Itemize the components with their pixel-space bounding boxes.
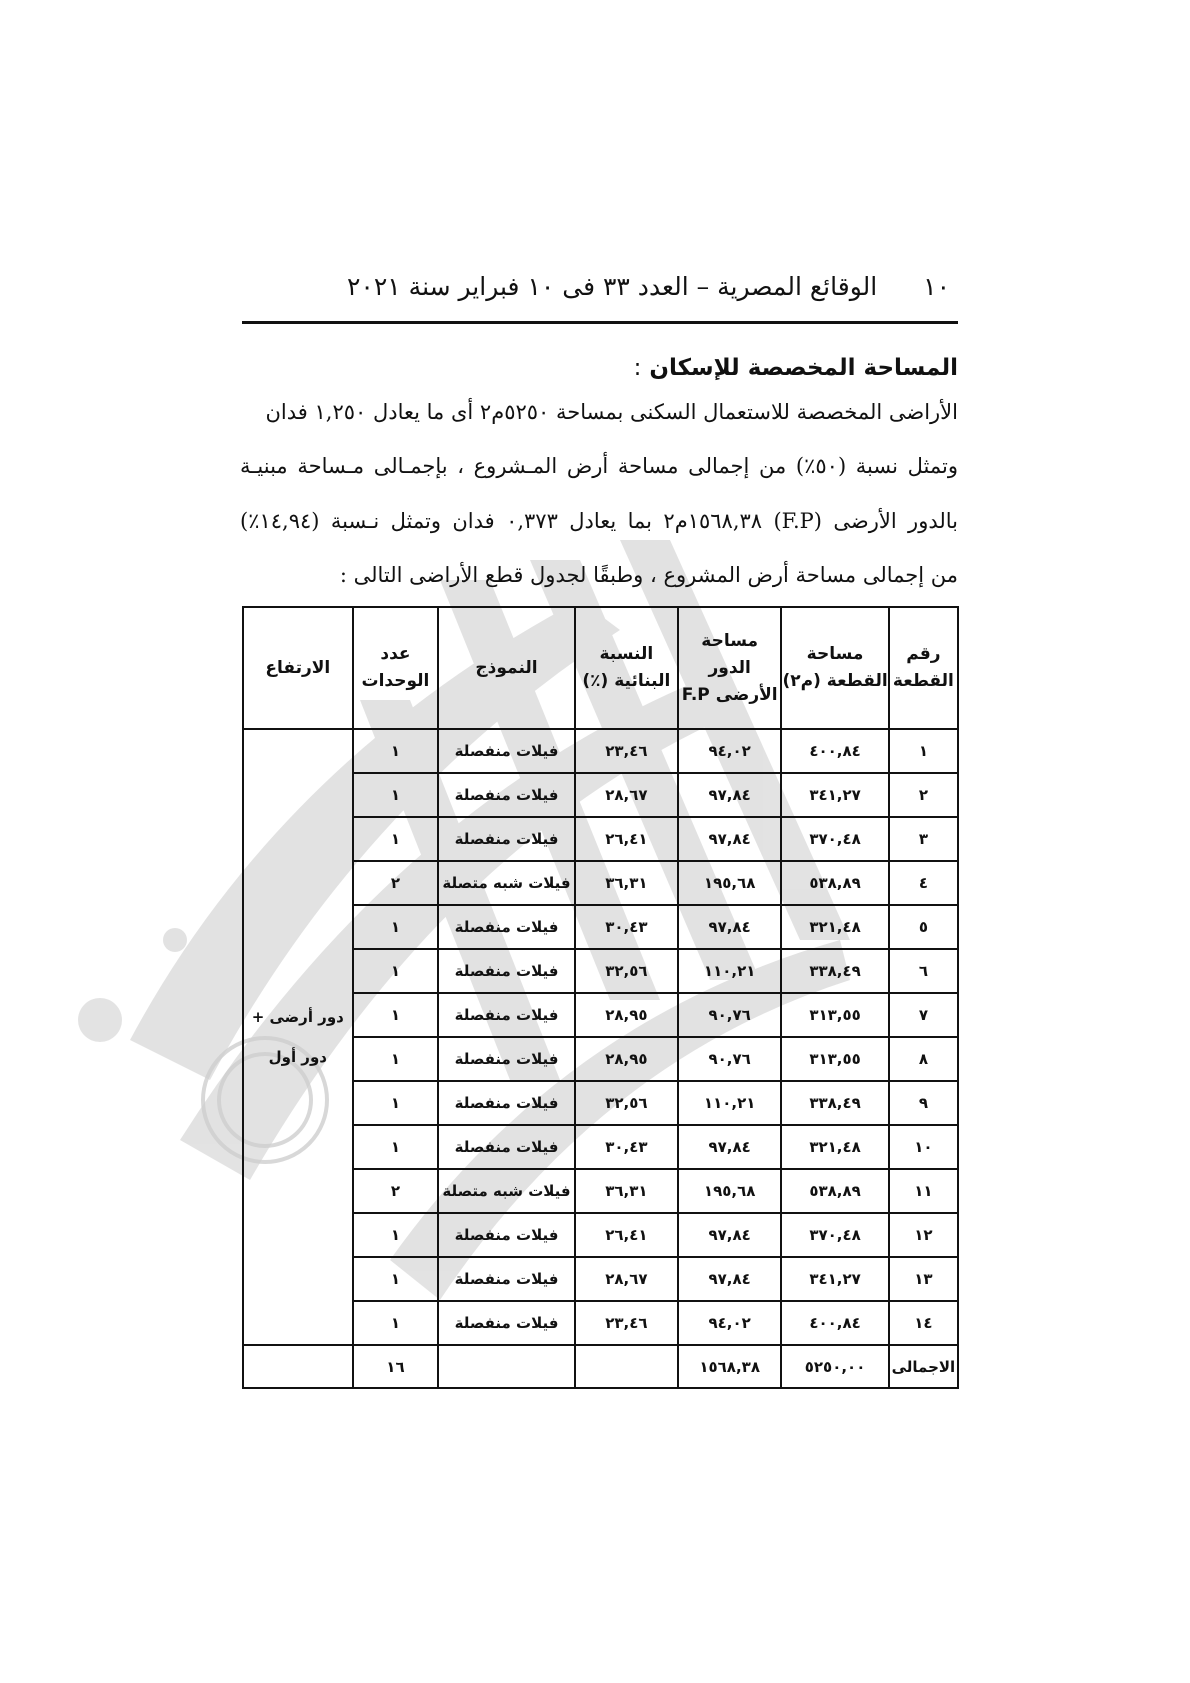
total-fp-area: ١٥٦٨,٣٨	[678, 1345, 781, 1388]
cell-fp-area: ١١٠,٢١	[678, 949, 781, 993]
cell-units: ١	[353, 729, 439, 773]
cell-building-ratio: ٣٢,٥٦	[575, 1081, 678, 1125]
cell-model: فيلات منفصلة	[438, 1125, 574, 1169]
cell-plot-no: ٥	[889, 905, 958, 949]
cell-fp-area: ٩٤,٠٢	[678, 729, 781, 773]
cell-units: ٢	[353, 861, 439, 905]
cell-fp-area: ٩٤,٠٢	[678, 1301, 781, 1345]
cell-model: فيلات منفصلة	[438, 729, 574, 773]
cell-building-ratio: ٢٨,٦٧	[575, 1257, 678, 1301]
cell-height	[243, 729, 353, 1345]
cell-units: ٢	[353, 1169, 439, 1213]
watermark-dot	[78, 998, 122, 1042]
cell-units: ١	[353, 1081, 439, 1125]
cell-units: ١	[353, 1037, 439, 1081]
total-building-ratio	[575, 1345, 678, 1388]
cell-plot-no: ٧	[889, 993, 958, 1037]
cell-plot-area: ٣٢١,٤٨	[781, 1125, 888, 1169]
cell-plot-no: ٤	[889, 861, 958, 905]
height-line: دور أول	[268, 1048, 327, 1066]
plots-table	[242, 606, 959, 1389]
cell-plot-area: ٣٤١,٢٧	[781, 773, 888, 817]
cell-fp-area: ١٩٥,٦٨	[678, 1169, 781, 1213]
cell-plot-no: ١	[889, 729, 958, 773]
cell-plot-no: ١٤	[889, 1301, 958, 1345]
cell-building-ratio: ٣٢,٥٦	[575, 949, 678, 993]
cell-plot-area: ٣١٣,٥٥	[781, 993, 888, 1037]
page-header	[242, 268, 958, 318]
cell-units: ١	[353, 905, 439, 949]
cell-model: فيلات شبه متصلة	[438, 1169, 574, 1213]
cell-fp-area: ٩٧,٨٤	[678, 905, 781, 949]
cell-building-ratio: ٣٠,٤٣	[575, 1125, 678, 1169]
cell-model: فيلات منفصلة	[438, 773, 574, 817]
cell-model: فيلات منفصلة	[438, 1081, 574, 1125]
cell-plot-area: ٣٣٨,٤٩	[781, 1081, 888, 1125]
total-plot-area: ٥٢٥٠,٠٠	[781, 1345, 888, 1388]
cell-plot-no: ١٢	[889, 1213, 958, 1257]
cell-building-ratio: ٢٨,٦٧	[575, 773, 678, 817]
col-header-units: عدد الوحدات	[353, 607, 439, 729]
cell-fp-area: ٩٠,٧٦	[678, 1037, 781, 1081]
cell-model: فيلات منفصلة	[438, 817, 574, 861]
total-height	[243, 1345, 353, 1388]
cell-units: ١	[353, 1213, 439, 1257]
cell-plot-no: ١٣	[889, 1257, 958, 1301]
header-divider	[242, 321, 958, 324]
cell-fp-area: ٩٧,٨٤	[678, 1257, 781, 1301]
cell-fp-area: ٩٠,٧٦	[678, 993, 781, 1037]
cell-model: فيلات منفصلة	[438, 1037, 574, 1081]
cell-model: فيلات شبه متصلة	[438, 861, 574, 905]
cell-building-ratio: ٣٠,٤٣	[575, 905, 678, 949]
gazette-title: الوقائع المصرية – العدد ٣٣ فى ١٠ فبراير سنة ٢٠٢١	[347, 272, 878, 301]
cell-building-ratio: ٢٨,٩٥	[575, 993, 678, 1037]
section-heading-colon: :	[633, 355, 642, 381]
cell-model: فيلات منفصلة	[438, 949, 574, 993]
cell-plot-no: ٦	[889, 949, 958, 993]
cell-fp-area: ١١٠,٢١	[678, 1081, 781, 1125]
total-model	[438, 1345, 574, 1388]
total-units: ١٦	[353, 1345, 439, 1388]
cell-units: ١	[353, 817, 439, 861]
cell-units: ١	[353, 1301, 439, 1345]
cell-building-ratio: ٢٦,٤١	[575, 1213, 678, 1257]
cell-model: فيلات منفصلة	[438, 905, 574, 949]
cell-units: ١	[353, 773, 439, 817]
cell-model: فيلات منفصلة	[438, 993, 574, 1037]
cell-plot-area: ٣٢١,٤٨	[781, 905, 888, 949]
cell-plot-area: ٤٠٠,٨٤	[781, 1301, 888, 1345]
paragraph-line-3: بالدور الأرضى (F.P) ١٥٦٨,٣٨م٢ بما يعادل ٠,٣٧٣ فدان وتمثل نـسبة (١٤,٩٤٪)	[240, 509, 958, 533]
cell-plot-no: ٢	[889, 773, 958, 817]
section-heading-text: المساحة المخصصة للإسكان	[649, 355, 958, 381]
cell-fp-area: ١٩٥,٦٨	[678, 861, 781, 905]
cell-model: فيلات منفصلة	[438, 1257, 574, 1301]
cell-units: ١	[353, 1257, 439, 1301]
total-label: الاجمالى	[889, 1345, 958, 1388]
cell-building-ratio: ٢٦,٤١	[575, 817, 678, 861]
table-header-row	[243, 607, 958, 729]
cell-fp-area: ٩٧,٨٤	[678, 817, 781, 861]
cell-plot-area: ٥٣٨,٨٩	[781, 861, 888, 905]
col-header-plot-no: رقم القطعة	[889, 607, 958, 729]
cell-units: ١	[353, 1125, 439, 1169]
col-header-plot-area: مساحة القطعة (م٢)	[781, 607, 888, 729]
col-header-building-ratio: النسبة البنائية (٪)	[575, 607, 678, 729]
cell-building-ratio: ٢٨,٩٥	[575, 1037, 678, 1081]
cell-units: ١	[353, 993, 439, 1037]
cell-plot-area: ٣٧٠,٤٨	[781, 817, 888, 861]
cell-plot-no: ٩	[889, 1081, 958, 1125]
cell-building-ratio: ٣٦,٣١	[575, 1169, 678, 1213]
paragraph-line-2: وتمثل نسبة (٥٠٪) من إجمالى مساحة أرض المـشروع ، بإجمـالى مـساحة مبنيـة	[240, 454, 958, 478]
section-heading	[634, 355, 958, 381]
cell-plot-no: ١١	[889, 1169, 958, 1213]
cell-fp-area: ٩٧,٨٤	[678, 773, 781, 817]
table-total-row	[243, 1345, 958, 1388]
cell-plot-area: ٤٠٠,٨٤	[781, 729, 888, 773]
col-header-fp-area: مساحة الدور الأرضى F.P	[678, 607, 781, 729]
cell-building-ratio: ٢٣,٤٦	[575, 1301, 678, 1345]
cell-plot-no: ٨	[889, 1037, 958, 1081]
cell-plot-no: ٣	[889, 817, 958, 861]
table-row	[243, 729, 958, 773]
col-header-model: النموذج	[438, 607, 574, 729]
paragraph-line-4: من إجمالى مساحة أرض المشروع ، وطبقًا لجدول قطع الأراضى التالى :	[339, 563, 958, 587]
cell-plot-area: ٣٧٠,٤٨	[781, 1213, 888, 1257]
cell-building-ratio: ٢٣,٤٦	[575, 729, 678, 773]
cell-model: فيلات منفصلة	[438, 1213, 574, 1257]
cell-plot-area: ٥٣٨,٨٩	[781, 1169, 888, 1213]
plots-table-body	[243, 729, 958, 1388]
cell-plot-area: ٣٤١,٢٧	[781, 1257, 888, 1301]
cell-building-ratio: ٣٦,٣١	[575, 861, 678, 905]
cell-plot-area: ٣٣٨,٤٩	[781, 949, 888, 993]
col-header-height: الارتفاع	[243, 607, 353, 729]
height-line: دور أرضى +	[251, 1008, 344, 1026]
cell-plot-area: ٣١٣,٥٥	[781, 1037, 888, 1081]
cell-fp-area: ٩٧,٨٤	[678, 1125, 781, 1169]
paragraph-line-1: الأراضى المخصصة للاستعمال السكنى بمساحة ٥٢٥٠م٢ أى ما يعادل ١,٢٥٠ فدان	[265, 400, 958, 424]
page-number: ١٠	[923, 272, 950, 301]
watermark-dot	[163, 928, 187, 952]
cell-fp-area: ٩٧,٨٤	[678, 1213, 781, 1257]
cell-model: فيلات منفصلة	[438, 1301, 574, 1345]
cell-plot-no: ١٠	[889, 1125, 958, 1169]
cell-units: ١	[353, 949, 439, 993]
